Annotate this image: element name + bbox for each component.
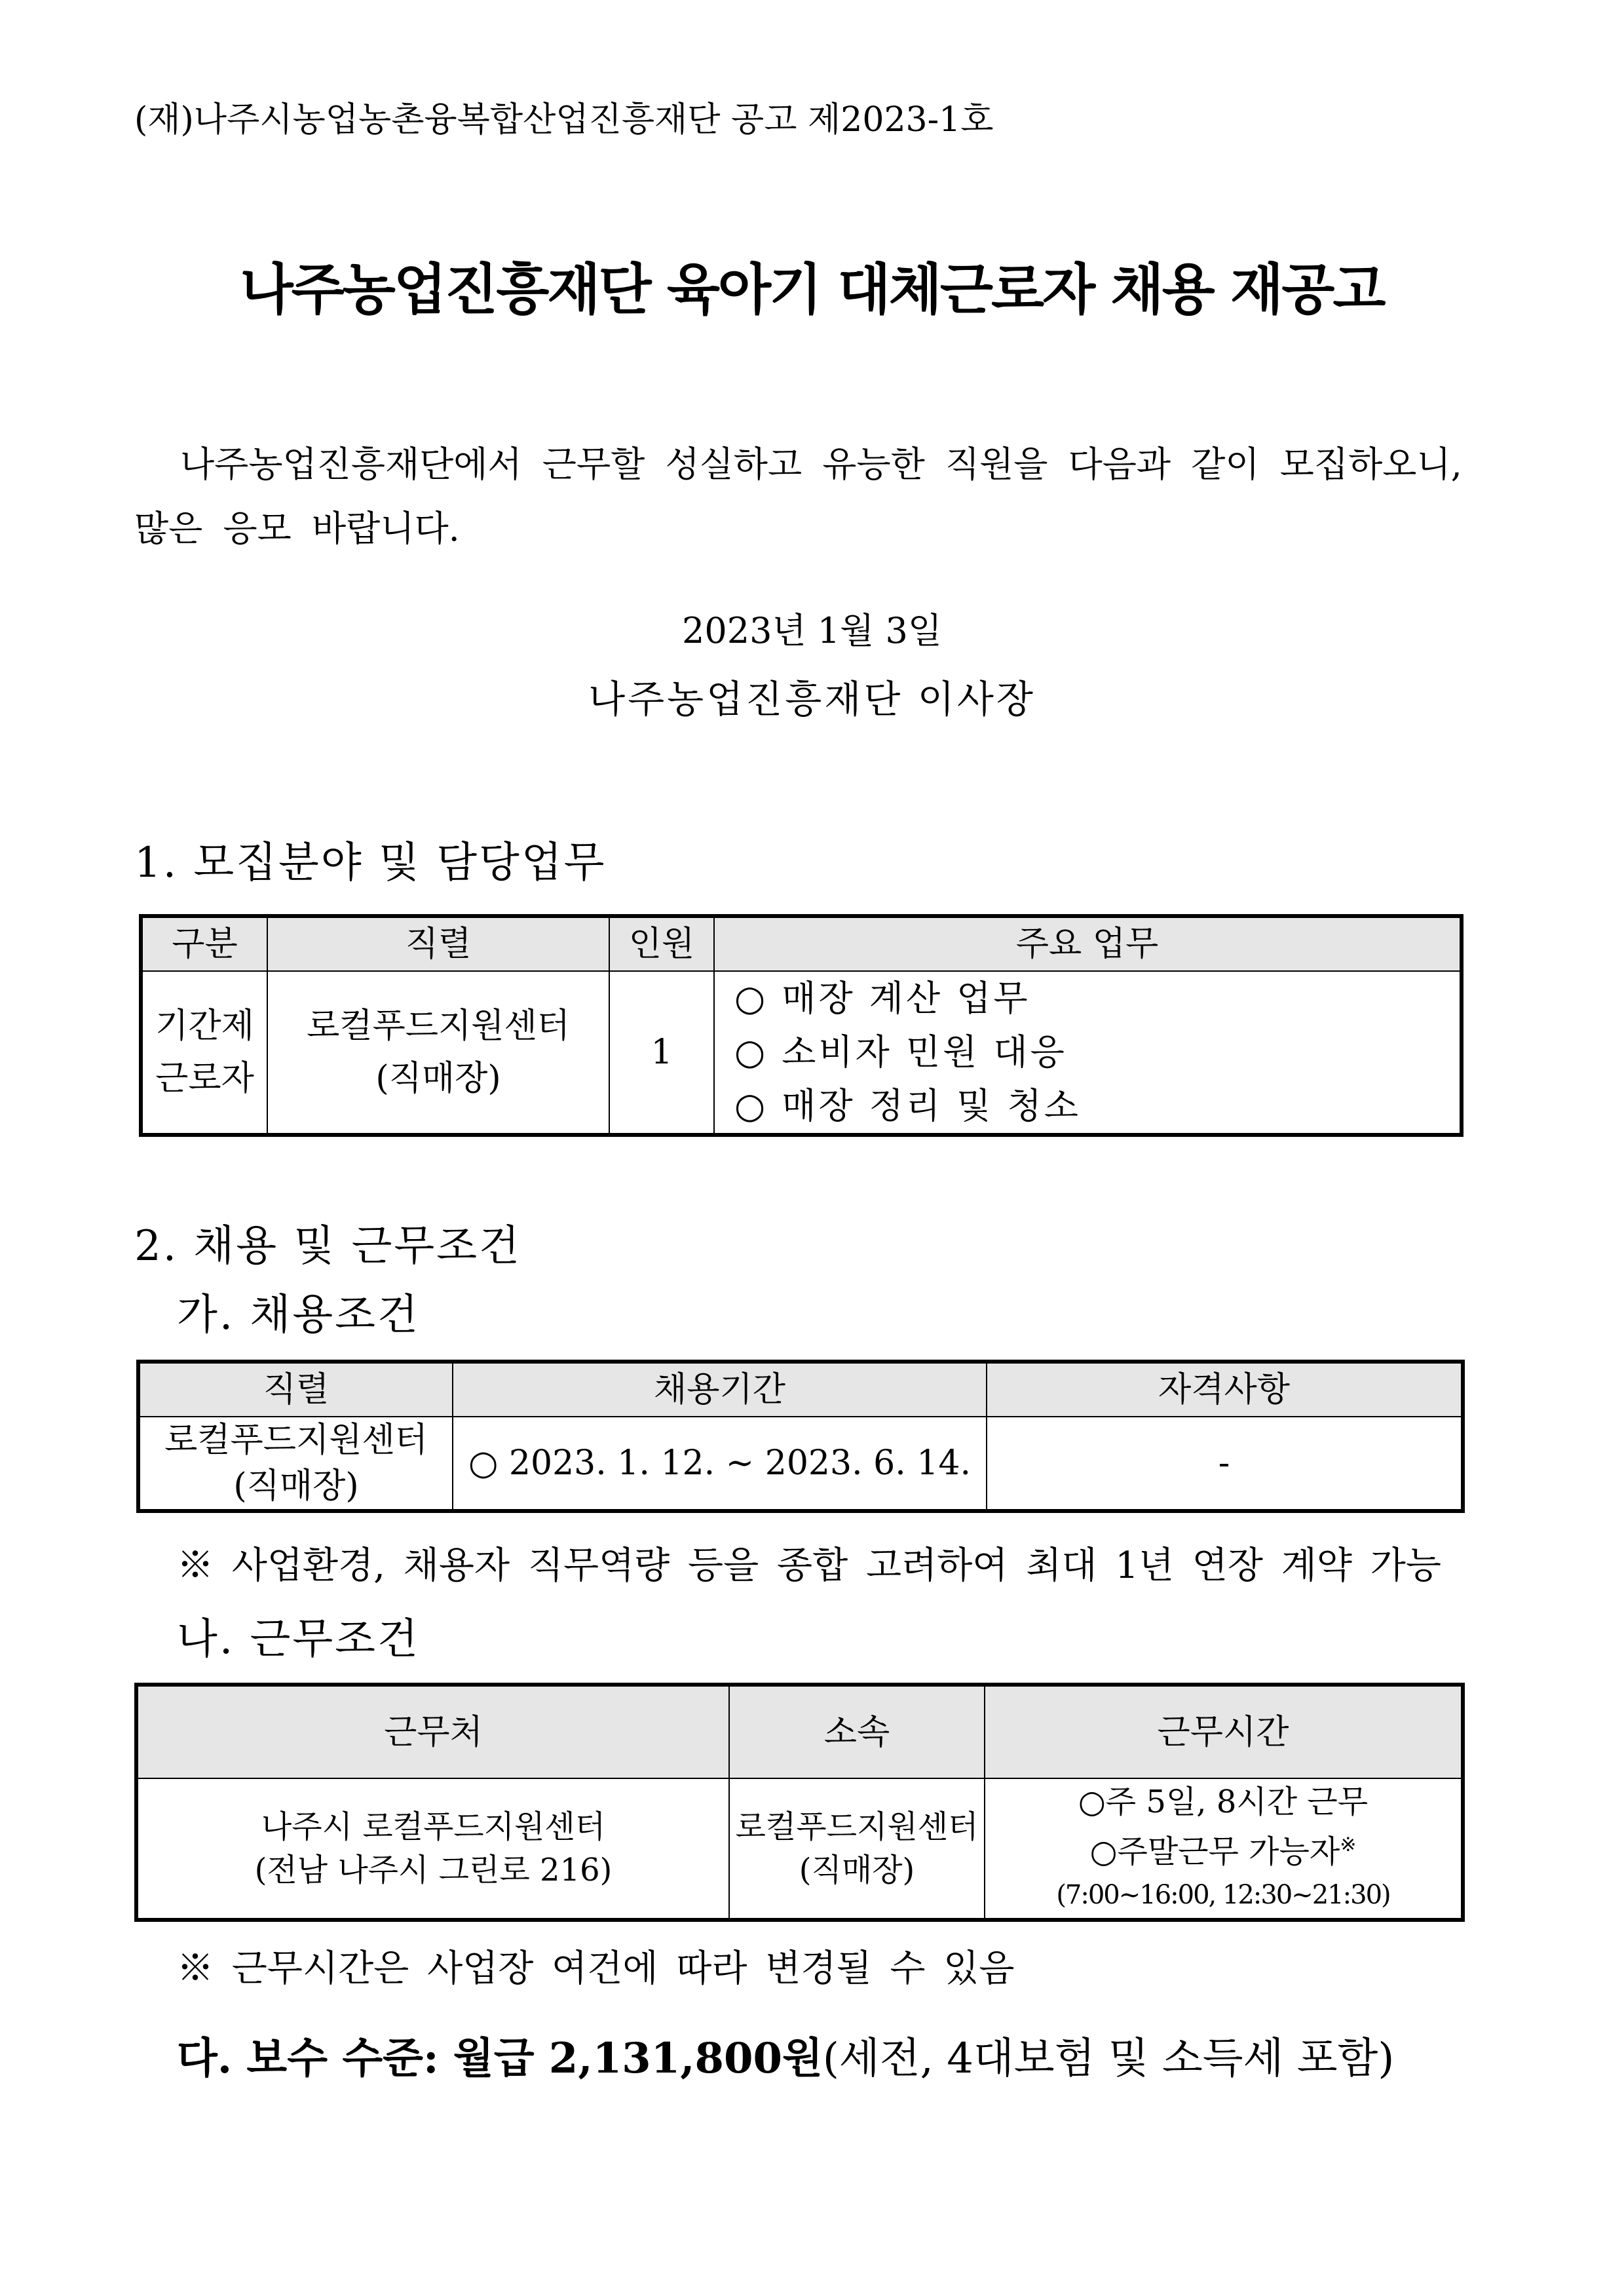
- workplace-address: (전남 나주시 그린로 216): [254, 1852, 613, 1888]
- col-header: 직렬: [138, 1362, 453, 1417]
- col-header: 구분: [141, 916, 267, 971]
- issuer: 나주농업진흥재단 이사장: [588, 677, 1036, 721]
- hours-line: ○주 5일, 8시간 근무: [1078, 1784, 1369, 1820]
- section2-heading: 2. 채용 및 근무조건: [134, 1222, 521, 1271]
- notice-date: 2023년 1월 3일: [682, 610, 942, 651]
- table-header-row: [136, 1685, 1463, 1778]
- extension-note: ※ 사업환경, 채용자 직무역량 등을 종합 고려하여 최대 1년 연장 계약 가능: [177, 1544, 1441, 1587]
- col-header: 소속: [729, 1685, 985, 1778]
- affiliation-line: 로컬푸드지원센터: [735, 1808, 979, 1845]
- duties-cell: [714, 971, 1462, 1135]
- salary-detail: (세전, 4대보험 및 소득세 포함): [822, 2035, 1395, 2083]
- qualification-cell: -: [987, 1417, 1463, 1511]
- intro-paragraph: 나주농업진흥재단에서 근무할 성실하고 유능한 직원을 다음과 같이 모집하오니, 많은 응모 바랍니다.: [134, 444, 1462, 549]
- col-header: 주요 업무: [714, 916, 1462, 971]
- col-header: 근무처: [136, 1685, 729, 1778]
- section1-heading: 1. 모집분야 및 담당업무: [134, 839, 607, 887]
- salary-label: 다. 보수 수준: 월급 2,131,800원: [177, 2034, 823, 2083]
- series-line: (직매장): [233, 1466, 359, 1506]
- duty-item: ○ 매장 정리 및 청소: [734, 1085, 1081, 1126]
- hours-note: ※ 근무시간은 사업장 여건에 따라 변경될 수 있음: [177, 1947, 1015, 1990]
- salary-line: [177, 2025, 1394, 2085]
- duty-item: ○ 소비자 민원 대응: [734, 1031, 1067, 1073]
- sub-a-heading: 가. 채용조건: [177, 1291, 420, 1339]
- col-header: 채용기간: [453, 1362, 987, 1417]
- employment-terms-table: [136, 1360, 1465, 1513]
- hours-shifts: (7:00~16:00, 12:30~21:30): [1056, 1880, 1390, 1910]
- affiliation-line: (직매장): [799, 1852, 915, 1888]
- series-line: 로컬푸드지원센터: [307, 1006, 570, 1046]
- col-header: 직렬: [267, 916, 609, 971]
- notice-number: (재)나주시농업농촌융복합산업진흥재단 공고 제2023-1호: [134, 100, 994, 140]
- col-header: 자격사항: [987, 1362, 1463, 1417]
- col-header: 인원: [609, 916, 714, 971]
- table-row: [141, 971, 1462, 1135]
- series-cell: [138, 1417, 453, 1511]
- series-line: (직매장): [375, 1059, 501, 1098]
- hours-line: [985, 1824, 1461, 1873]
- series-line: 로컬푸드지원센터: [164, 1421, 428, 1460]
- table-header-row: [141, 916, 1462, 971]
- duty-item: ○ 매장 계산 업무: [734, 978, 1030, 1019]
- hours-weekend: ○주말근무 가능자: [1089, 1833, 1340, 1870]
- category-cell: [141, 971, 267, 1135]
- series-cell: [267, 971, 609, 1135]
- period-cell: ○ 2023. 1. 12. ~ 2023. 6. 14.: [453, 1417, 987, 1511]
- category-text: 기간제 근로자: [155, 1006, 254, 1098]
- work-conditions-table: [134, 1683, 1465, 1922]
- col-header: 근무시간: [985, 1685, 1463, 1778]
- count-cell: 1: [609, 971, 714, 1135]
- affiliation-cell: [729, 1778, 985, 1920]
- table-header-row: [138, 1362, 1463, 1417]
- workplace-cell: [136, 1778, 729, 1920]
- table-row: [138, 1417, 1463, 1511]
- hours-cell: [985, 1778, 1463, 1920]
- page-title: 나주농업진흥재단 육아기 대체근로자 채용 재공고: [240, 258, 1384, 322]
- note-mark: ※: [1340, 1833, 1357, 1856]
- sub-b-heading: 나. 근무조건: [177, 1615, 420, 1664]
- recruitment-table: [139, 914, 1463, 1137]
- table-row: [136, 1778, 1463, 1920]
- workplace-line: 나주시 로컬푸드지원센터: [261, 1808, 606, 1845]
